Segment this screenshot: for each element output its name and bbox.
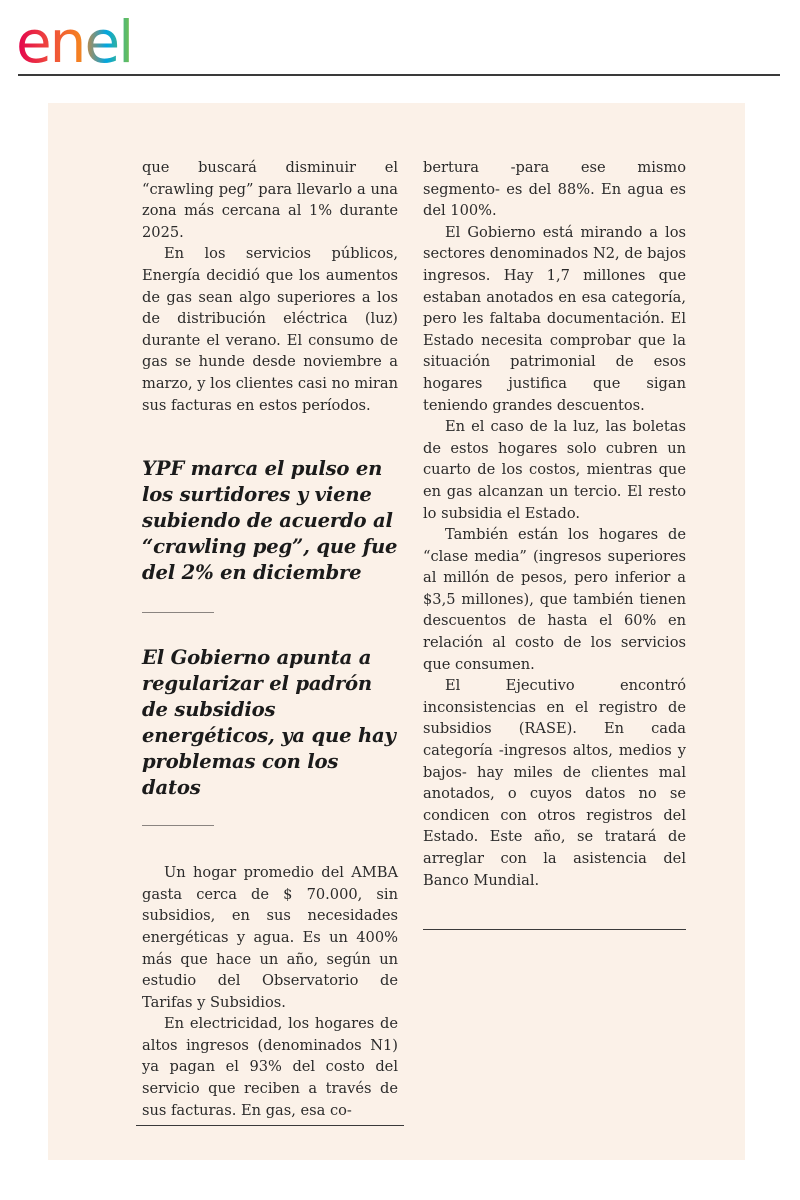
article-column-right <box>423 157 686 891</box>
article-paragraph: Un hogar promedio del AMBA gasta cerca de $ 70.000, sin subsidios, en sus necesidades energéticas y agua. Es un 400% más que hace un año, según un estudio del Observatorio de Tarifas y Subsidios. <box>142 864 398 1011</box>
header-divider <box>18 74 780 76</box>
article-paragraph: que buscará disminuir el “crawling peg” para llevarlo a una zona más cercana al 1% durante 2025. <box>142 159 398 241</box>
column-end-rule <box>423 929 686 930</box>
article-paragraph: El Gobierno está mirando a los sectores denominados N2, de bajos ingresos. Hay 1,7 millones que estaban anotados en esa categoría, pero les faltaba documentación. El Estado necesita comprobar que la situación patrimonial de esos hogares justifica que sigan teniendo grandes descuentos. <box>423 223 686 414</box>
article-paragraph: En electricidad, los hogares de altos ingresos (denominados N1) ya pagan el 93% del costo del servicio que reciben a través de sus facturas. En gas, esa co- <box>142 1015 398 1119</box>
logo-wordmark: enel <box>16 8 133 70</box>
enel-logo <box>14 4 174 70</box>
article-paragraph: También están los hogares de “clase media” (ingresos superiores al millón de pesos, pero inferior a $3,5 millones), que también tienen descuentos de hasta el 60% en relación al costo de los servicios que consumen. <box>423 526 686 673</box>
page-header <box>0 0 800 76</box>
article-paragraph: bertura -para ese mismo segmento- es del 88%. En agua es del 100%. <box>423 159 686 220</box>
pull-quote: YPF marca el pulso en los surtidores y viene subiendo de acuerdo al “crawling peg”, que fue del 2% en diciembre <box>142 457 398 585</box>
article-column-left <box>142 157 398 1121</box>
column-end-rule <box>136 1125 404 1126</box>
article-paragraph: En el caso de la luz, las boletas de estos hogares solo cubren un cuarto de los costos, mientras que en gas alcanzan un tercio. El resto lo subsidia el Estado. <box>423 418 686 522</box>
newspaper-clipping <box>48 103 745 1160</box>
pull-quote: El Gobierno apunta a regularizar el padrón de subsidios energéticos, ya que hay problemas con los datos <box>142 646 396 800</box>
article-paragraph: En los servicios públicos, Energía decidió que los aumentos de gas sean algo superiores a los de distribución eléctrica (luz) durante el verano. El consumo de gas se hunde desde noviembre a marzo, y los clientes casi no miran sus facturas en estos períodos. <box>142 245 398 414</box>
article-paragraph: El Ejecutivo encontró inconsistencias en el registro de subsidios (RASE). En cada categoría -ingresos altos, medios y bajos- hay miles de clientes mal anotados, o cuyos datos no se condicen con otros registros del Estado. Este año, se tratará de arreglar con la asistencia del Banco Mundial. <box>423 677 686 889</box>
